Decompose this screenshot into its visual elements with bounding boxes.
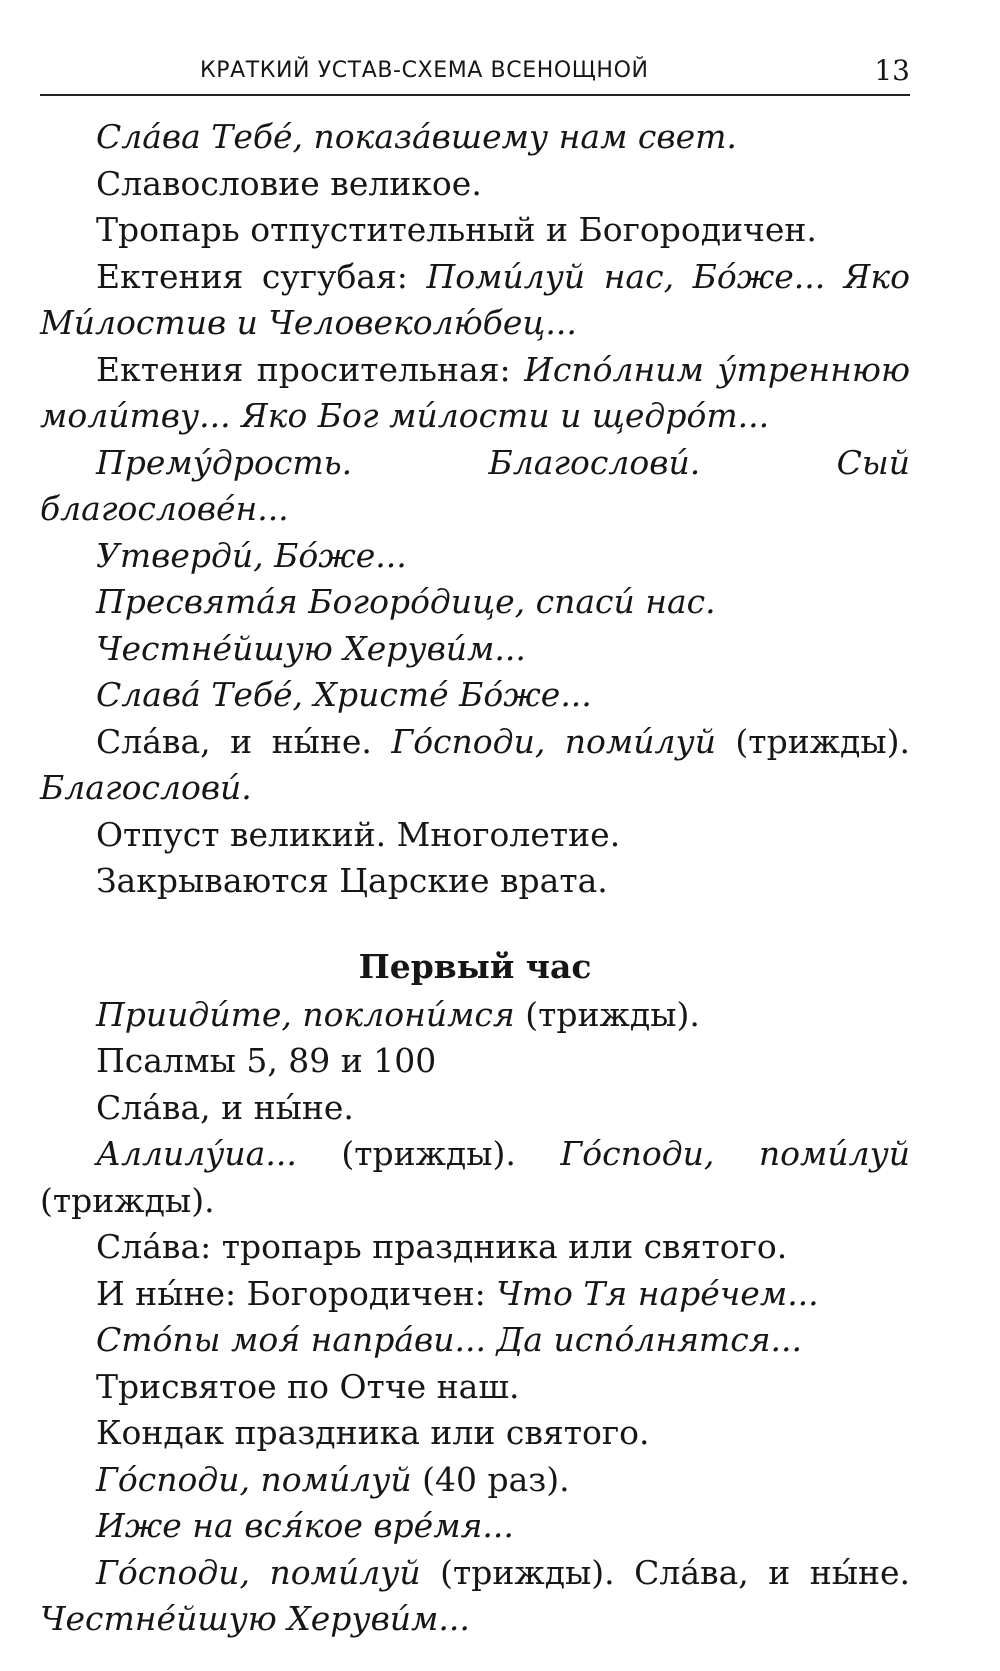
plain-text: Закрываются Царские врата. — [96, 861, 608, 900]
plain-text: Отпуст великий. Многолетие. — [96, 814, 621, 854]
italic-text: Слава́ Тебе́, Христе́ Бо́же... — [96, 675, 592, 714]
plain-text: Сла́ва, и ны́не. — [96, 721, 392, 761]
plain-text: Славословие великое. — [96, 163, 482, 203]
italic-text: Сто́пы моя́ напра́ви... Да испо́лнятся... — [96, 1320, 803, 1359]
text-paragraph — [40, 1271, 910, 1318]
italic-text: Прему́дрость. Благослови́. Сый благослове́н... — [40, 442, 910, 528]
text-paragraph — [40, 1364, 910, 1411]
text-paragraph — [40, 1317, 910, 1364]
italic-text: Сла́ва Тебе́, показа́вшему нам свет. — [96, 117, 737, 156]
italic-text: Честне́йшую Херуви́м... — [96, 628, 526, 668]
text-paragraph — [40, 626, 910, 673]
italic-text: Го́споди, поми́луй — [96, 1459, 412, 1499]
italic-text: Благослови́. — [40, 768, 252, 807]
page-number: 13 — [874, 54, 910, 87]
italic-text: Прииди́те, поклони́мся — [96, 994, 515, 1034]
text-paragraph — [40, 812, 910, 859]
text-paragraph — [40, 719, 910, 812]
plain-text: Ектения просительная: — [96, 349, 525, 389]
italic-text: Утверди́, Бо́же... — [96, 535, 407, 575]
plain-text: (трижды). — [715, 721, 910, 761]
italic-text: Что Тя наре́чем... — [496, 1273, 819, 1313]
text-paragraph — [40, 347, 910, 440]
plain-text: Трисвятое по Отче наш. — [96, 1366, 520, 1406]
text-paragraph — [40, 161, 910, 208]
italic-text: Испо́лним у́треннюю моли́тву... Яко Бог ми́лости и щедро́т... — [40, 349, 910, 435]
text-paragraph — [40, 579, 910, 626]
plain-text: (трижды). — [296, 1134, 561, 1173]
plain-text: Кондак праздника или святого. — [96, 1413, 650, 1452]
running-head — [40, 54, 910, 96]
page-body — [40, 114, 910, 1643]
plain-text: (трижды). — [514, 994, 700, 1034]
italic-text: Честне́йшую Херуви́м... — [40, 1599, 470, 1638]
plain-text: Сла́ва: тропарь праздника или святого. — [96, 1227, 788, 1266]
plain-text: (трижды). Сла́ва, и ны́не. — [420, 1552, 910, 1592]
plain-text: Ектения сугубая: — [96, 256, 427, 296]
text-paragraph — [40, 114, 910, 161]
text-paragraph — [40, 1038, 910, 1085]
plain-text: Сла́ва, и ны́не. — [96, 1087, 354, 1127]
text-paragraph — [40, 1085, 910, 1132]
plain-text: Псалмы 5, 89 и 100 — [96, 1041, 437, 1080]
text-paragraph — [40, 1131, 910, 1224]
text-paragraph — [40, 1224, 910, 1271]
plain-text: (трижды). — [40, 1180, 215, 1220]
italic-text: Го́споди, поми́луй — [391, 721, 716, 761]
running-title: КРАТКИЙ УСТАВ-СХЕМА ВСЕНОЩНОЙ — [200, 58, 649, 83]
text-paragraph — [40, 533, 910, 580]
plain-text: И ны́не: Богородичен: — [96, 1273, 497, 1313]
text-paragraph — [40, 1550, 910, 1643]
text-paragraph — [40, 254, 910, 347]
italic-text: Аллилу́иа... — [96, 1134, 297, 1173]
text-paragraph — [40, 207, 910, 254]
italic-text: Го́споди, поми́луй — [96, 1552, 421, 1592]
text-paragraph — [40, 992, 910, 1039]
text-paragraph — [40, 858, 910, 905]
plain-text: (40 раз). — [411, 1459, 570, 1499]
italic-text: Пресвята́я Богоро́дице, спаси́ нас. — [96, 582, 716, 621]
italic-text: Иже на вся́кое вре́мя... — [96, 1506, 514, 1545]
italic-text: Поми́луй нас, Бо́же... Яко Ми́лостив и Человеколю́бец... — [40, 256, 911, 342]
text-paragraph — [40, 1503, 910, 1550]
plain-text: Тропарь отпустительный и Богородичен. — [96, 210, 817, 249]
text-paragraph — [40, 1410, 910, 1457]
text-paragraph — [40, 672, 910, 719]
section-heading: Первый час — [358, 946, 592, 986]
text-paragraph — [40, 1457, 910, 1504]
text-paragraph — [40, 440, 910, 533]
italic-text: Го́споди, поми́луй — [560, 1134, 910, 1173]
